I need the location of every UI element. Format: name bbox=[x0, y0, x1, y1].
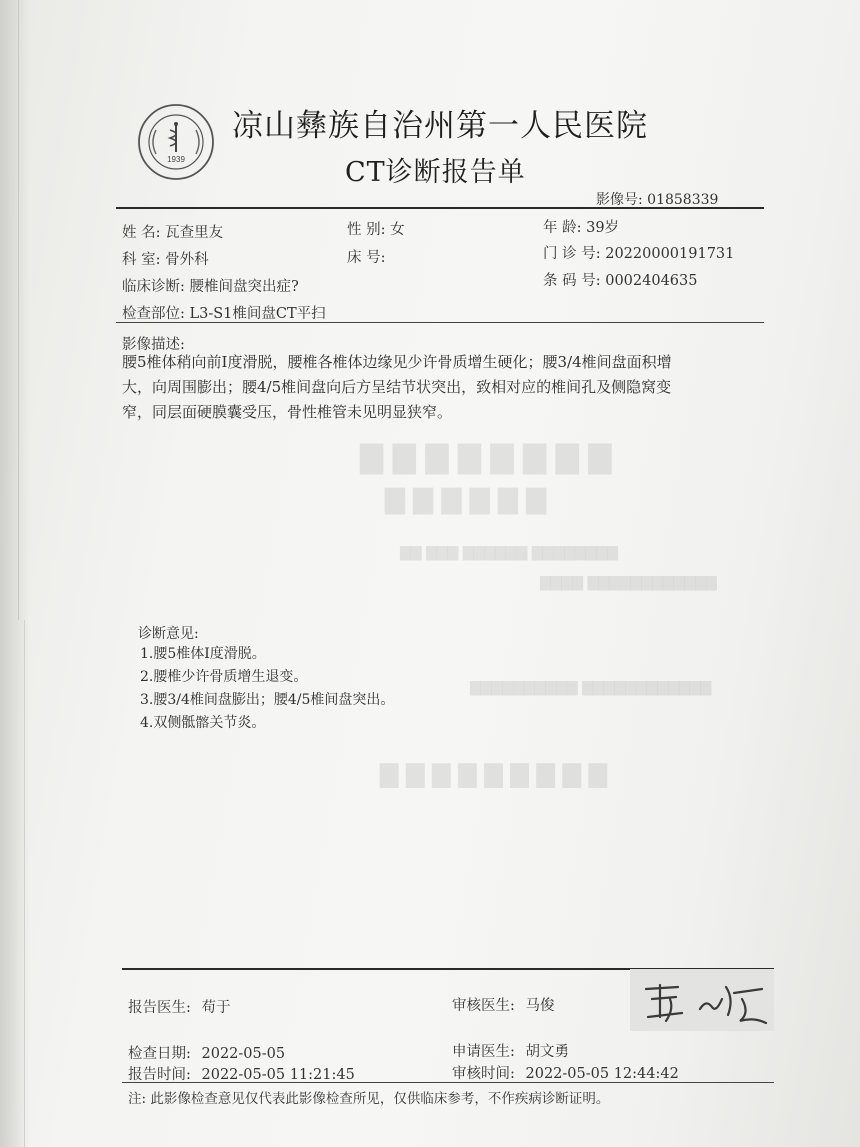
clinic-value: 20220000191731 bbox=[605, 246, 735, 262]
svg-text:1939: 1939 bbox=[167, 155, 185, 164]
exam-date-value: 2022-05-05 bbox=[201, 1046, 286, 1062]
impression-item: 1.腰5椎体I度滑脱。 bbox=[140, 646, 266, 662]
sex-label: 性 别: bbox=[347, 222, 386, 238]
report-title: CT诊断报告单 bbox=[345, 157, 526, 188]
age-value: 39岁 bbox=[586, 220, 620, 236]
paper-edge-shadow bbox=[0, 0, 30, 1147]
requester-field bbox=[452, 1040, 569, 1061]
dept-field bbox=[122, 248, 209, 269]
findings-line: 腰5椎体稍向前I度滑脱，腰椎各椎体边缘见少许骨质增生硬化；腰3/4椎间盘面积增 bbox=[122, 353, 672, 371]
note-divider bbox=[122, 1082, 774, 1083]
impression-label: 诊断意见: bbox=[138, 626, 199, 642]
dept-label: 科 室: bbox=[122, 252, 161, 268]
findings-line: 大，向周围膨出；腰4/5椎间盘向后方呈结节状突出，致相对应的椎间孔及侧隐窝变 bbox=[122, 378, 672, 396]
reporter-label: 报告医生: bbox=[128, 1000, 191, 1016]
findings-line: 窄，同层面硬膜囊受压，骨性椎管未见明显狭窄。 bbox=[122, 403, 453, 421]
clinic-label: 门 诊 号: bbox=[543, 246, 601, 262]
name-value: 瓦查里友 bbox=[165, 225, 224, 241]
barcode-value: 0002404635 bbox=[605, 273, 698, 289]
hospital-emblem-icon bbox=[136, 102, 216, 182]
bed-field bbox=[347, 246, 386, 267]
clinical-diagnosis-field bbox=[122, 275, 299, 296]
dept-value: 骨外科 bbox=[165, 252, 209, 268]
reporter-field bbox=[128, 996, 231, 1017]
report-time-field bbox=[128, 1063, 355, 1084]
page-edge-line bbox=[24, 620, 25, 1147]
review-time-label: 审核时间: bbox=[452, 1066, 515, 1082]
requester-value: 胡文勇 bbox=[525, 1044, 569, 1060]
review-time-field bbox=[452, 1062, 679, 1083]
hospital-name: 凉山彝族自治州第一人民医院 bbox=[232, 108, 648, 144]
name-label: 姓 名: bbox=[122, 225, 161, 241]
exam-date-label: 检查日期: bbox=[128, 1046, 191, 1062]
review-time-value: 2022-05-05 12:44:42 bbox=[525, 1066, 679, 1082]
report-time-value: 2022-05-05 11:21:45 bbox=[201, 1067, 355, 1083]
clinical-diagnosis-label: 临床诊断: bbox=[122, 279, 185, 295]
impression-item: 2.腰椎少许骨质增生退变。 bbox=[140, 669, 308, 685]
clinic-field bbox=[543, 242, 734, 263]
requester-label: 申请医生: bbox=[452, 1044, 515, 1060]
page-edge-line bbox=[18, 0, 19, 620]
clinical-diagnosis-value: 腰椎间盘突出症? bbox=[189, 279, 299, 295]
disclaimer-note: 注: 此影像检查意见仅代表此影像检查所见，仅供临床参考，不作疾病诊断证明。 bbox=[128, 1091, 610, 1107]
image-number-value: 01858339 bbox=[647, 192, 719, 208]
sex-value: 女 bbox=[390, 222, 405, 238]
image-number-label: 影像号: bbox=[596, 192, 643, 208]
info-divider bbox=[116, 322, 764, 323]
impression-item: 4.双侧骶髂关节炎。 bbox=[140, 715, 266, 731]
age-field bbox=[543, 216, 619, 237]
image-number bbox=[596, 189, 718, 209]
header-divider bbox=[116, 207, 764, 209]
impression-list bbox=[140, 643, 770, 735]
impression-item: 3.腰3/4椎间盘膨出；腰4/5椎间盘突出。 bbox=[140, 692, 395, 708]
exam-date-field bbox=[128, 1042, 285, 1063]
reporter-value: 苟于 bbox=[201, 1000, 231, 1016]
findings-label: 影像描述: bbox=[122, 337, 185, 353]
name-field bbox=[122, 221, 223, 242]
barcode-label: 条 码 号: bbox=[543, 273, 601, 289]
bed-label: 床 号: bbox=[347, 250, 386, 266]
age-label: 年 龄: bbox=[543, 220, 582, 236]
reviewer-field bbox=[452, 994, 555, 1015]
sex-field bbox=[347, 218, 405, 239]
findings-text bbox=[122, 350, 752, 425]
reviewer-signature bbox=[630, 969, 774, 1031]
report-time-label: 报告时间: bbox=[128, 1067, 191, 1083]
exam-site-label: 检查部位: bbox=[122, 306, 185, 322]
reviewer-label: 审核医生: bbox=[452, 998, 515, 1014]
barcode-field bbox=[543, 269, 697, 290]
reviewer-value: 马俊 bbox=[525, 998, 555, 1014]
exam-site-field bbox=[122, 302, 326, 323]
exam-site-value: L3-S1椎间盘CT平扫 bbox=[189, 306, 326, 322]
